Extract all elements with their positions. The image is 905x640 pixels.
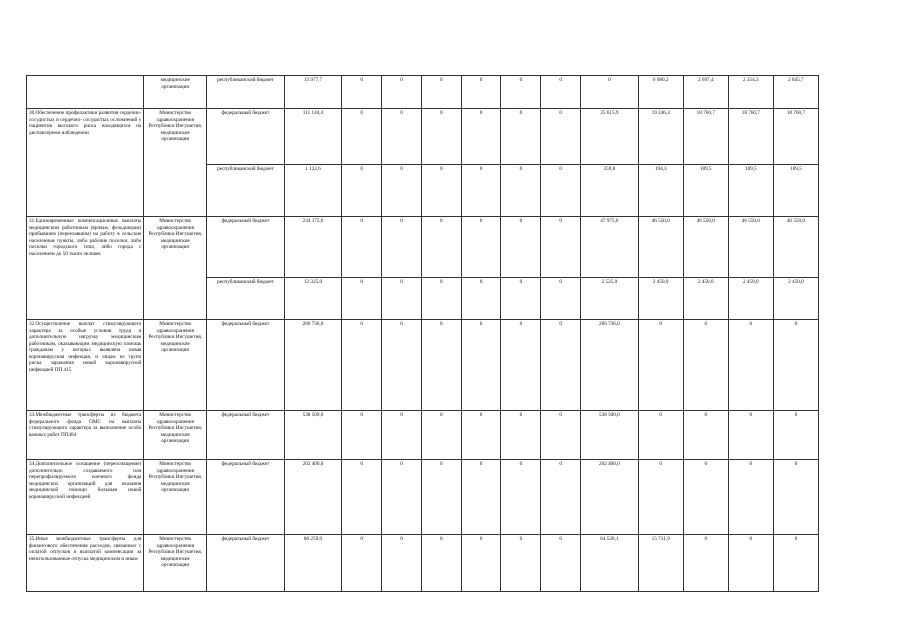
value-cell: 0	[773, 411, 818, 460]
table-row	[27, 411, 819, 460]
value-cell: 0	[461, 535, 501, 592]
value-cell: 0	[461, 217, 501, 278]
value-cell: 46 550,0	[728, 217, 773, 278]
value-cell: 0	[342, 76, 382, 109]
value-cell: 0	[382, 76, 422, 109]
total-value-cell: 266 736,0	[284, 320, 342, 411]
measure-description: 34.Дополнительное оснащение (переоснащение) дополнительно создаваемого или перепрофилируемого коечного фонда медицинских организаций для оказания медицинской помощи больным новой коронавирусной инфекцией	[27, 460, 144, 535]
value-cell: 2 450,0	[728, 278, 773, 320]
value-cell: 202 400,0	[581, 460, 639, 535]
total-value-cell: 13 977,7	[284, 76, 342, 109]
table-row	[27, 109, 819, 165]
value-cell: 0	[773, 535, 818, 592]
table-row	[27, 535, 819, 592]
value-cell: 0	[421, 76, 461, 109]
value-cell: 0	[501, 278, 541, 320]
value-cell: 0	[541, 165, 581, 217]
value-cell: 0	[382, 109, 422, 165]
value-cell: 0	[342, 109, 382, 165]
value-cell: 189,5	[728, 165, 773, 217]
value-cell: 0	[541, 411, 581, 460]
executor-cell: Министерство здравоохранения Республики Ингушетия, медицинские организации	[144, 411, 207, 460]
value-cell: 0	[382, 535, 422, 592]
funding-source-cell: республиканский бюджет	[207, 76, 285, 109]
value-cell: 0	[382, 165, 422, 217]
value-cell: 0	[461, 460, 501, 535]
value-cell: 0	[421, 460, 461, 535]
value-cell: 194,3	[638, 165, 683, 217]
value-cell: 359,8	[581, 165, 639, 217]
value-cell: 0	[728, 320, 773, 411]
value-cell: 0	[461, 76, 501, 109]
value-cell: 0	[773, 320, 818, 411]
value-cell: 0	[342, 165, 382, 217]
value-cell: 0	[461, 165, 501, 217]
value-cell: 0	[773, 460, 818, 535]
value-cell: 0	[421, 165, 461, 217]
total-value-cell: 80 259,0	[284, 535, 342, 592]
table-row	[27, 460, 819, 535]
value-cell: 0	[342, 320, 382, 411]
funding-source-cell: федеральный бюджет	[207, 411, 285, 460]
value-cell: 2 525,0	[581, 278, 639, 320]
value-cell: 189,5	[773, 165, 818, 217]
value-cell: 0	[382, 411, 422, 460]
value-cell: 2 450,0	[773, 278, 818, 320]
value-cell: 0	[342, 460, 382, 535]
value-cell: 0	[541, 278, 581, 320]
value-cell: 0	[501, 165, 541, 217]
value-cell: 0	[342, 217, 382, 278]
value-cell: 0	[342, 278, 382, 320]
value-cell: 0	[342, 535, 382, 592]
executor-cell: медицинские организации	[144, 76, 207, 109]
value-cell: 0	[501, 217, 541, 278]
value-cell: 0	[541, 320, 581, 411]
value-cell: 2 697,4	[683, 76, 728, 109]
value-cell: 0	[638, 320, 683, 411]
value-cell: 2 450,0	[638, 278, 683, 320]
executor-cell: Министерство здравоохранения Республики Ингушетия, медицинские организации	[144, 109, 207, 217]
value-cell: 0	[728, 411, 773, 460]
measure-description: 32.Осуществление выплат стимулирующего характера за особые условия труда и дополнительную нагрузку медицинским работникам, оказывающим медицинскую помощь гражданам у которых выявлена новая коронавирусная инфекция, и лицам из групп риска заражения новой коронавирусной инфекцией ПП 415	[27, 320, 144, 411]
value-cell: 0	[421, 320, 461, 411]
value-cell: 0	[382, 320, 422, 411]
value-cell: 0	[683, 411, 728, 460]
value-cell: 6 080,2	[638, 76, 683, 109]
table-body	[27, 76, 819, 592]
value-cell: 0	[501, 109, 541, 165]
funding-source-cell: федеральный бюджет	[207, 217, 285, 278]
value-cell: 0	[421, 109, 461, 165]
value-cell: 35 615,9	[581, 109, 639, 165]
table-row	[27, 76, 819, 109]
value-cell: 0	[421, 535, 461, 592]
total-value-cell: 538 500,0	[284, 411, 342, 460]
executor-cell: Министерство здравоохранения Республики Ингушетия, медицинские организации	[144, 460, 207, 535]
value-cell: 0	[461, 320, 501, 411]
value-cell: 0	[501, 535, 541, 592]
funding-source-cell: федеральный бюджет	[207, 109, 285, 165]
value-cell: 64 528,1	[581, 535, 639, 592]
value-cell: 46 550,0	[683, 217, 728, 278]
value-cell: 0	[683, 320, 728, 411]
funding-source-cell: республиканский бюджет	[207, 165, 285, 217]
value-cell: 18 760,7	[728, 109, 773, 165]
table-row	[27, 217, 819, 278]
executor-cell: Министерство здравоохранения Республики Ингушетия, медицинские организации	[144, 320, 207, 411]
value-cell: 0	[342, 411, 382, 460]
value-cell: 0	[638, 460, 683, 535]
value-cell: 0	[728, 535, 773, 592]
value-cell: 47 975,0	[581, 217, 639, 278]
value-cell: 0	[461, 411, 501, 460]
value-cell: 0	[461, 109, 501, 165]
executor-cell: Министерство здравоохранения Республики Ингушетия, медицинские организации	[144, 217, 207, 320]
value-cell: 46 550,0	[638, 217, 683, 278]
value-cell: 46 550,0	[773, 217, 818, 278]
measure-description	[27, 76, 144, 109]
value-cell: 0	[421, 278, 461, 320]
value-cell: 0	[638, 411, 683, 460]
value-cell: 0	[501, 460, 541, 535]
value-cell: 0	[581, 76, 639, 109]
value-cell: 2 354,3	[728, 76, 773, 109]
value-cell: 18 760,7	[773, 109, 818, 165]
value-cell: 19 246,4	[638, 109, 683, 165]
value-cell: 0	[382, 460, 422, 535]
total-value-cell: 234 175,0	[284, 217, 342, 278]
total-value-cell: 202 400,0	[284, 460, 342, 535]
value-cell: 538 500,0	[581, 411, 639, 460]
value-cell: 0	[541, 460, 581, 535]
measure-description: 33.Межбюджетные трансферты из бюджета федерального фонда ОМС на выплаты стимулирующего характера за выполнение особо важных работ ПП484	[27, 411, 144, 460]
value-cell: 2 450,0	[683, 278, 728, 320]
table-row	[27, 320, 819, 411]
measure-description: 30.Обеспечение профилактики развития сердечно- сосудистых и сердечно- сосудистых осложнений у пациентов высокого риска находящихся на диспансерном наблюдении	[27, 109, 144, 217]
measure-description: 31.Единовременные компенсационные выплаты медицинским работникам (врачам, фельдшерам) прибывшим (переехавшим) на работу в сельские населенные пункты, либо рабочие поселки, либо поселки городского типа, либо города с населением до 50 тысяч человек	[27, 217, 144, 320]
funding-source-cell: федеральный бюджет	[207, 535, 285, 592]
total-value-cell: 111 144,4	[284, 109, 342, 165]
value-cell: 0	[728, 460, 773, 535]
value-cell: 0	[421, 411, 461, 460]
value-cell: 0	[501, 76, 541, 109]
value-cell: 0	[382, 278, 422, 320]
funding-source-cell: федеральный бюджет	[207, 460, 285, 535]
value-cell: 0	[461, 278, 501, 320]
executor-cell: Министерство здравоохранения Республики Ингушетия, медицинские организации	[144, 535, 207, 592]
value-cell: 0	[541, 535, 581, 592]
value-cell: 266 736,0	[581, 320, 639, 411]
value-cell: 0	[541, 76, 581, 109]
value-cell: 0	[683, 535, 728, 592]
value-cell: 2 845,7	[773, 76, 818, 109]
value-cell: 0	[382, 217, 422, 278]
total-value-cell: 1 122,6	[284, 165, 342, 217]
value-cell: 0	[541, 217, 581, 278]
value-cell: 0	[501, 320, 541, 411]
value-cell: 15 731,9	[638, 535, 683, 592]
value-cell: 18 760,7	[683, 109, 728, 165]
value-cell: 189,5	[683, 165, 728, 217]
value-cell: 0	[501, 411, 541, 460]
measure-description: 35.Иные межбюджетные трансферты для финансового обеспечения расходов, связанных с оплатой отпусков и выплатой компенсации за неиспользованные отпуска медицинским и иным	[27, 535, 144, 592]
funding-source-cell: федеральный бюджет	[207, 320, 285, 411]
value-cell: 0	[421, 217, 461, 278]
value-cell: 0	[541, 109, 581, 165]
funding-source-cell: республиканский бюджет	[207, 278, 285, 320]
budget-table	[26, 75, 819, 592]
total-value-cell: 12 325,0	[284, 278, 342, 320]
value-cell: 0	[683, 460, 728, 535]
